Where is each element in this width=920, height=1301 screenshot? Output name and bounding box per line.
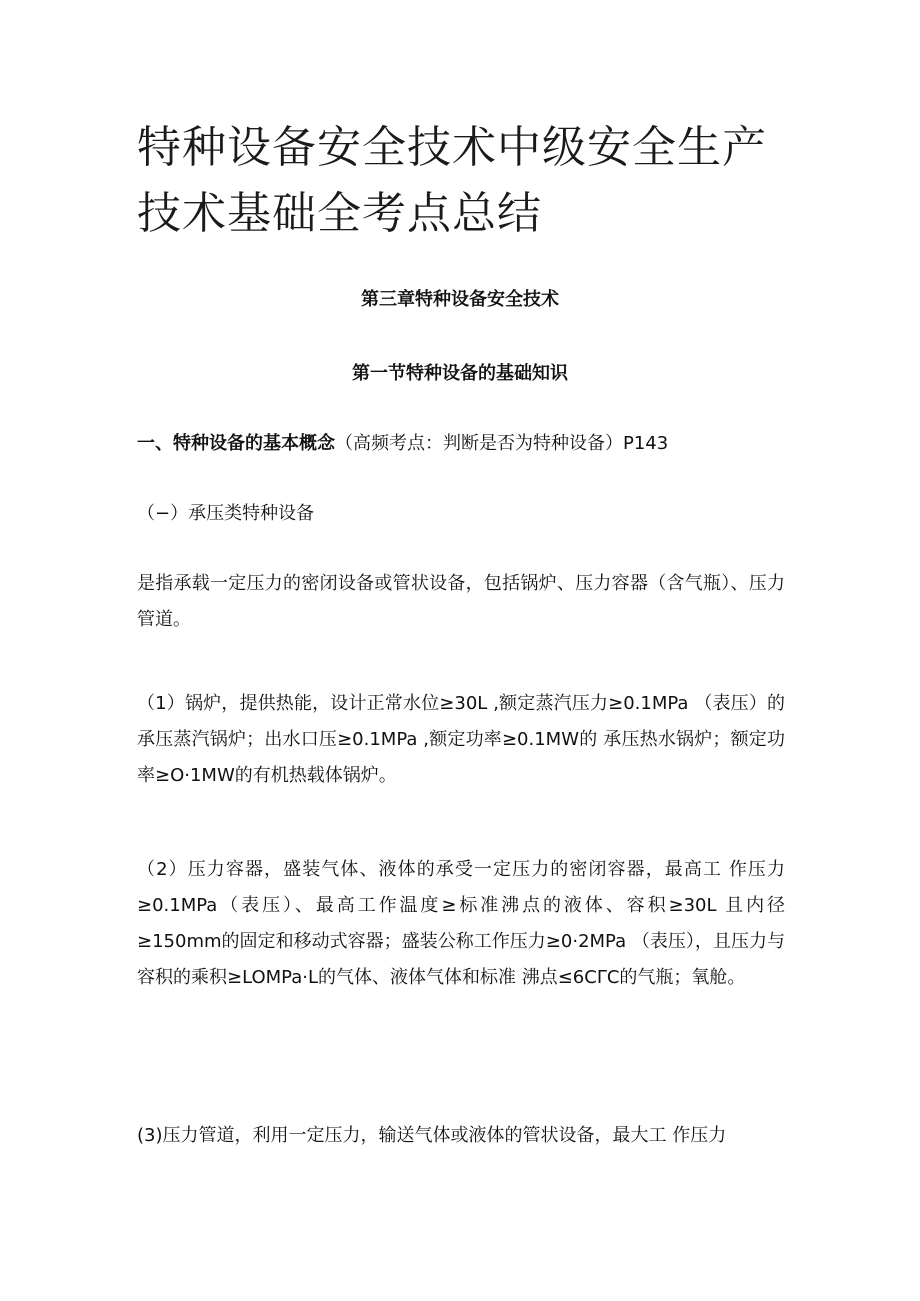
document-title: 特种设备安全技术中级安全生产 技术基础全考点总结	[137, 122, 767, 239]
pressure-vessel-paragraph: （2）压力容器，盛装气体、液体的承受一定压力的密闭容器，最高工 作压力≥0.1MPa（表压）、最高工作温度≥标准沸点的液体、容积≥30L 且内径≥150mm的固定和移动式容器；盛装公称工作压力≥0·2MPa （表压），且压力与容积的乘积≥LOMPa·L的气体、液体气体和标准 沸点≤6CΓC的气瓶；氧舱。	[137, 859, 785, 988]
pressure-equipment-group-heading: （−）承压类特种设备	[137, 503, 315, 524]
section-heading: 第一节特种设备的基础知识	[352, 363, 568, 384]
definition-paragraph: 是指承载一定压力的密闭设备或管状设备，包括锅炉、压力容器（含气瓶）、压力管道。	[137, 573, 785, 630]
topic-heading-bold: 一、特种设备的基本概念	[137, 433, 335, 454]
topic-heading	[137, 429, 668, 455]
boiler-paragraph: （1）锅炉，提供热能，设计正常水位≥30L ,额定蒸汽压力≥0.1MPa （表压）的承压蒸汽锅炉；出水口压≥0.1MPa ,额定功率≥0.1MW的 承压热水锅炉；额定功率≥O·1MW的有机热载体锅炉。	[137, 693, 785, 786]
chapter-heading: 第三章特种设备安全技术	[361, 289, 559, 310]
topic-heading-note: （高频考点：判断是否为特种设备）P143	[335, 433, 669, 454]
pressure-pipeline-paragraph: (3)压力管道，利用一定压力，输送气体或液体的管状设备，最大工 作压力	[137, 1125, 727, 1146]
